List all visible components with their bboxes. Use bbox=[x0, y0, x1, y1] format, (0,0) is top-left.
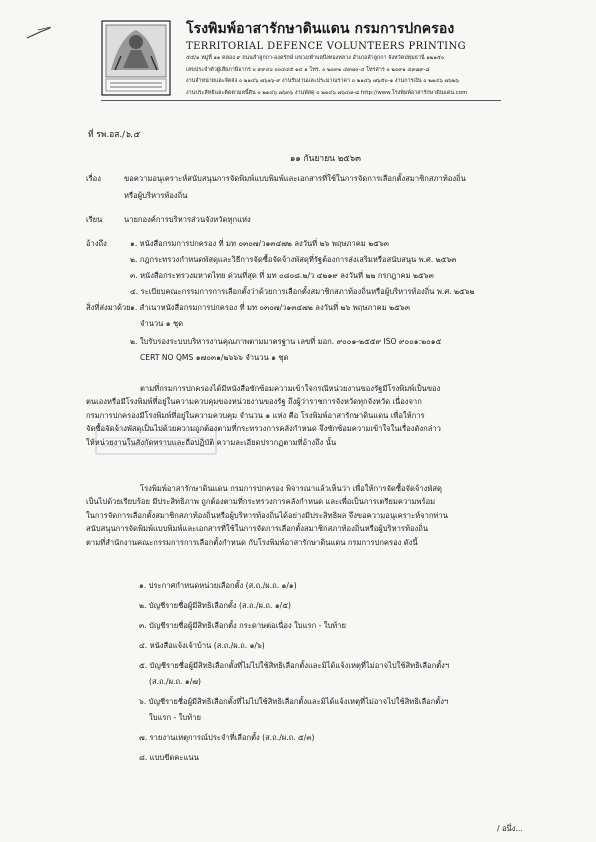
reference-number bbox=[88, 127, 140, 141]
website-line: งานประสิทธิและติดตามหนี้สิน ๐ ๒๑๔๖ ๗๖๓๖ งานพัสดุ ๐ ๒๑๔๖ ๗๖๔๗-๘ http://www.โรงพิมพ์อาสารักษาดินแดน.com bbox=[186, 89, 468, 96]
reference-item: ๓. หนังสือกระทรวงมหาดไทย ด่วนที่สุด ที่ มท ๐๘๐๘.๒/ว ๔๒๑๙ ลงวันที่ ๒๒ กรกฎาคม ๒๕๖๓ bbox=[130, 271, 434, 280]
paragraph-line: เป็นไปด้วยเรียบร้อย มีประสิทธิภาพ ถูกต้องตามที่กระทรวงการคลังกำหนด และเพื่อเป็นการเตรียมความพร้อม bbox=[86, 497, 436, 507]
printing-house-logo-icon bbox=[101, 20, 171, 96]
reference-handwritten: ๖.๕ bbox=[125, 130, 140, 140]
list-item: ๑. ประกาศกำหนดหน่วยเลือกตั้ง (ส.ถ./ผ.ถ. ๑/๑) bbox=[139, 581, 297, 590]
list-item: ๒. บัญชีรายชื่อผู้มีสิทธิเลือกตั้ง (ส.ถ./ผ.ถ. ๑/๕) bbox=[139, 601, 291, 610]
reference-label: ที่ รพ.อส./ bbox=[88, 130, 126, 140]
subject-line: ขอความอนุเคราะห์สนับสนุนการจัดพิมพ์แบบพิมพ์และเอกสารที่ใช้ในการจัดการเลือกตั้งสมาชิกสภาท้องถิ่น bbox=[124, 174, 466, 183]
subject-label: เรื่อง bbox=[86, 174, 101, 183]
recipient: นายกองค์การบริหารส่วนจังหวัดทุกแห่ง bbox=[124, 215, 251, 224]
references-label: อ้างถึง bbox=[86, 239, 107, 248]
paragraph-request bbox=[86, 482, 448, 549]
list-item-continuation: (ส.ถ./ผ.ถ. ๑/๗) bbox=[149, 677, 201, 686]
paragraph-line: ในการจัดการเลือกตั้งสมาชิกสภาท้องถิ่นหรือผู้บริหารท้องถิ่นได้อย่างมีประสิทธิผล จึงขอความอนุเคราะห์จากท่าน bbox=[86, 510, 448, 520]
document-date: ๑๑ กันยายน ๒๕๖๓ bbox=[290, 154, 361, 164]
list-item: ๕. บัญชีรายชื่อผู้มีสิทธิเลือกตั้งที่ไม่ไปใช้สิทธิเลือกตั้งและมิได้แจ้งเหตุที่ไม่อาจไปใช้สิทธิเลือกตั้งฯ bbox=[139, 661, 450, 670]
subject-line: หรือผู้บริหารท้องถิ่น bbox=[124, 191, 188, 200]
reference-item: ๒. กฎกระทรวงกำหนดพัสดุและวิธีการจัดซื้อจัดจ้างพัสดุที่รัฐต้องการส่งเสริมหรือสนับสนุน พ.ศ. ๒๕๖๓ bbox=[130, 255, 457, 264]
continuation-marker: / อนึ่ง... bbox=[497, 824, 523, 833]
enclosure-quantity: จำนวน ๑ ชุด bbox=[140, 319, 184, 328]
tax-contact-line: เลขประจำตัวผู้เสียภาษีอากร ๐ ๙๙๔๐ ๐๐๔๔๕ ๑๔ ๑ โทร. ๐ ๒๐๙๑ ๔๙๗๐-๔ โทรสาร ๐ ๒๐๙๑ ๔๙๗๙-๘ bbox=[186, 66, 430, 73]
paragraph-line: ตามที่สำนักงานคณะกรรมการการเลือกตั้งกำหนด กับโรงพิมพ์อาสารักษาดินแดน กรมการปกครอง ดังนี้ bbox=[86, 537, 418, 547]
paragraph-line: ตามที่กรมการปกครองได้มีหนังสือซักซ้อมความเข้าใจกรณีหน่วยงานของรัฐมีโรงพิมพ์เป็นของ bbox=[140, 384, 441, 393]
list-item: ๔. หนังสือแจ้งเจ้าบ้าน (ส.ถ./ผ.ถ. ๑/๖) bbox=[139, 641, 265, 650]
enclosures-label: สิ่งที่ส่งมาด้วย bbox=[86, 303, 131, 312]
paragraph-line: สนับสนุนการจัดพิมพ์แบบพิมพ์และเอกสารที่ใช้ในการจัดการเลือกตั้งสมาชิกสภาท้องถิ่นหรือผู้บริหารท้องถิ่น bbox=[86, 524, 429, 534]
enclosure-quantity: CERT NO QMS ๑๗๐๓๑/๒๖๖๖ จำนวน ๑ ชุด bbox=[140, 353, 289, 362]
organization-name-thai: โรงพิมพ์อาสารักษาดินแดน กรมการปกครอง bbox=[186, 21, 455, 37]
paragraph-line: ให้หน่วยงานในสังกัดทราบและถือปฏิบัติ ความละเอียดปรากฏตามที่อ้างถึง นั้น bbox=[86, 437, 337, 447]
paragraph-line: จัดซื้อจัดจ้างพัสดุเป็นไปด้วยความถูกต้องตามที่กระทรวงการคลังกำหนด จึงซักซ้อมความเข้าใจในเรื่องดังกล่าว bbox=[86, 424, 441, 434]
enclosure-item: ๑. สำเนาหนังสือกรมการปกครอง ที่ มท ๐๓๐๗/ว๑๓๔๗๒ ลงวันที่ ๒๖ พฤษภาคม ๒๕๖๓ bbox=[130, 303, 410, 312]
letterhead bbox=[186, 18, 586, 98]
received-stamp-mark bbox=[94, 428, 324, 458]
organization-name-english: TERRITORIAL DEFENCE VOLUNTEERS PRINTING bbox=[186, 41, 467, 52]
list-item-continuation: ใบแรก - ใบท้าย bbox=[149, 713, 201, 722]
list-item: ๘. แบบขีดคะแนน bbox=[139, 753, 199, 762]
reference-item: ๔. ระเบียบคณะกรรมการการเลือกตั้งว่าด้วยการเลือกตั้งสมาชิกสภาท้องถิ่นหรือผู้บริหารท้องถิ่น พ.ศ. ๒๕๖๒ bbox=[130, 287, 475, 296]
list-item: ๗. รายงานเหตุการณ์ประจำที่เลือกตั้ง (ส.ถ./ผ.ถ. ๕/๓) bbox=[139, 733, 315, 742]
reference-item: ๑. หนังสือกรมการปกครอง ที่ มท ๐๓๐๗/ว๑๓๔๗๒ ลงวันที่ ๒๖ พฤษภาคม ๒๕๖๓ bbox=[130, 239, 389, 248]
paragraph-line: ตนเองหรือมีโรงพิมพ์ที่อยู่ในความควบคุมของหน่วยงานของรัฐ ถึงผู้ว่าราชการจังหวัดทุกจังหวัด เนื่องจาก bbox=[86, 397, 422, 407]
paragraph-line: โรงพิมพ์อาสารักษาดินแดน กรมการปกครอง พิจารณาแล้วเห็นว่า เพื่อให้การจัดซื้อจัดจ้างพัสดุ bbox=[140, 484, 442, 493]
letterhead-divider bbox=[101, 100, 501, 101]
paragraph-line: กรมการปกครองมีโรงพิมพ์ที่อยู่ในความควบคุม จำนวน ๑ แห่ง คือ โรงพิมพ์อาสารักษาดินแดน เพื่อให้การ bbox=[86, 410, 425, 420]
address-line: ๕๕/๑ หมู่ที่ ๑๑ คลอง ๙ ถนนลำลูกกา-องครักษ์ แขวง/ตำบลบึงทองหลาง อำเภอลำลูกกา จังหวัดปทุมธานี ๑๒๑๕๐ bbox=[186, 55, 445, 61]
recipient-label: เรียน bbox=[86, 215, 103, 224]
list-item: ๖. บัญชีรายชื่อผู้มีสิทธิเลือกตั้งที่ไม่ไปใช้สิทธิเลือกตั้งและมิได้แจ้งเหตุที่ไม่อาจไปใช้สิทธิเลือกตั้งฯ bbox=[139, 697, 449, 706]
department-phones-line: งานจำหน่ายและจัดส่ง ๐ ๒๑๔๖ ๗๖๑๖-๙ งานรับงานและประมาณราคา ๐ ๒๑๔๖ ๗๖๕๐-๑ งานการเงิน ๐ ๒๑๔๖ ๗๖๒๖ bbox=[186, 78, 459, 84]
handwritten-mark bbox=[26, 26, 52, 40]
enclosure-item: ๒. ใบรับรองระบบบริหารงานคุณภาพตามมาตรฐาน เลขที่ มอก. ๙๐๐๑-๒๕๕๙ ISO ๙๐๐๑:๒๐๑๕ bbox=[130, 337, 442, 346]
list-item: ๓. บัญชีรายชื่อผู้มีสิทธิเลือกตั้ง กระดาษต่อเนื่อง ใบแรก - ใบท้าย bbox=[139, 621, 346, 630]
